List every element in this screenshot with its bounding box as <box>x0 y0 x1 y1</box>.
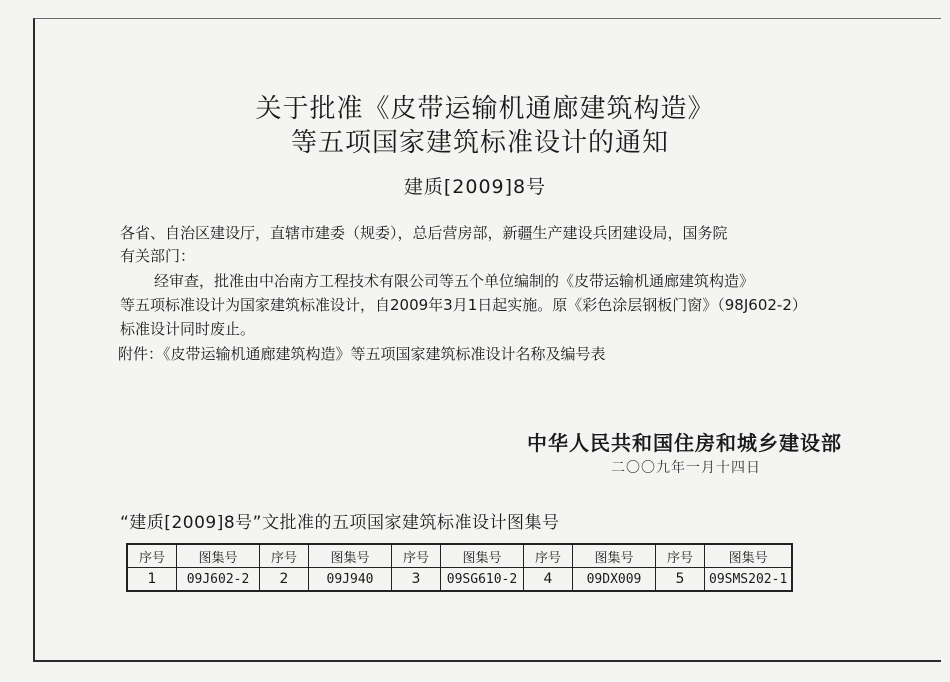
notice-title-line2: 等五项国家建筑标准设计的通知 <box>290 128 669 158</box>
signatory: 中华人民共和国住房和城乡建设部 <box>527 431 842 455</box>
code-header: 图集号 <box>573 544 656 568</box>
seq-header: 序号 <box>392 544 441 568</box>
seq-cell: 4 <box>524 568 573 592</box>
atlas-number-table <box>126 543 793 592</box>
body-paragraph-line1: 经审查，批准由中冶南方工程技术有限公司等五个单位编制的《皮带运输机通廊建筑构造》 <box>154 272 755 290</box>
code-header: 图集号 <box>441 544 524 568</box>
seq-header: 序号 <box>127 544 177 568</box>
seq-header: 序号 <box>260 544 309 568</box>
code-cell: 09J940 <box>309 568 392 592</box>
code-cell: 09SG610-2 <box>441 568 524 592</box>
issue-date: 二〇〇九年一月十四日 <box>611 460 761 476</box>
seq-cell: 5 <box>656 568 705 592</box>
seq-cell: 1 <box>127 568 177 592</box>
code-cell: 09DX009 <box>573 568 656 592</box>
seq-header: 序号 <box>524 544 573 568</box>
code-cell: 09SMS202-1 <box>705 568 793 592</box>
body-paragraph-line3: 标准设计同时废止。 <box>120 320 256 338</box>
code-header: 图集号 <box>705 544 793 568</box>
addressee-line1: 各省、自治区建设厅，直辖市建委（规委），总后营房部，新疆生产建设兵团建设局，国务院 <box>120 224 728 242</box>
table-row <box>127 568 792 592</box>
seq-header: 序号 <box>656 544 705 568</box>
notice-title-line1: 关于批准《皮带运输机通廊建筑构造》 <box>255 94 715 124</box>
table-header-row <box>127 544 792 568</box>
addressee-line2: 有关部门： <box>120 247 196 265</box>
code-header: 图集号 <box>309 544 392 568</box>
seq-cell: 3 <box>392 568 441 592</box>
table-caption: “建质[2009]8号”文批准的五项国家建筑标准设计图集号 <box>120 513 560 533</box>
attachment-line: 附件：《皮带运输机通廊建筑构造》等五项国家建筑标准设计名称及编号表 <box>118 345 606 363</box>
code-cell: 09J602-2 <box>177 568 260 592</box>
body-paragraph-line2: 等五项标准设计为国家建筑标准设计，自2009年3月1日起实施。原《彩色涂层钢板门窗》（98J602-2） <box>120 296 807 314</box>
seq-cell: 2 <box>260 568 309 592</box>
document-number: 建质[2009]8号 <box>403 176 547 198</box>
code-header: 图集号 <box>177 544 260 568</box>
